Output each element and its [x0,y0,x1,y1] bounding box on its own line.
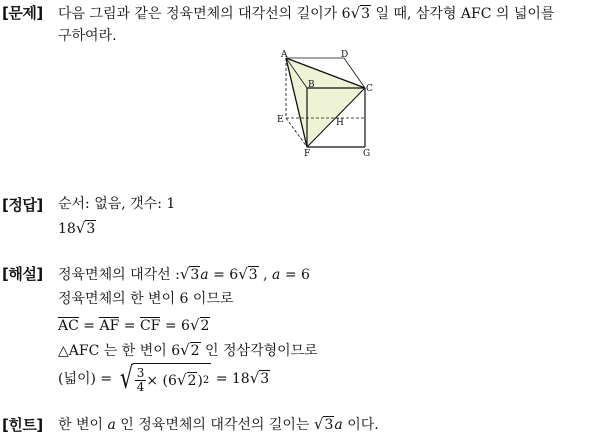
expl-text: (넓이) = [58,371,117,387]
variable-a: a [272,267,281,283]
answer-label: [정답] [2,196,43,214]
segment-ac: AC [58,318,79,334]
radicand: 3 [260,371,270,387]
expl-val: 6 [181,318,190,334]
problem-text: 다음 그림과 같은 정육면체의 대각선의 길이가 [58,6,342,22]
radicand: 2 [190,343,200,359]
answer-value [58,219,96,238]
radicand: 3 [324,417,334,433]
problem-coef: 6 [341,6,351,22]
radicand: 3 [190,267,200,283]
vertex-label-d: D [341,50,349,60]
vertex-label-b: B [308,80,315,90]
sqrt-expression: √3 [313,415,334,433]
answer-meta: 순서: 없음, 갯수: 1 [58,196,176,212]
explanation-line-4 [58,341,318,360]
radicand: 2 [187,373,197,389]
sqrt-expression: √2 [189,316,210,334]
equals: = [160,318,182,334]
expl-text: ) [197,372,203,389]
explanation-line-1 [58,265,310,284]
sqrt-expression: √3 [238,265,258,283]
equals: = [78,318,100,334]
sqrt-expression: √3 [350,4,371,22]
radicand: 3 [361,6,371,22]
vertex-label-g: G [363,149,371,159]
vertex-label-h: H [336,118,344,128]
expl-eq: = 6 [208,267,239,283]
radicand: 2 [200,318,210,334]
explanation-label: [해설] [2,265,43,283]
sqrt-expression: √2 [176,371,197,389]
sqrt-expression: √3 [179,265,200,283]
hint-text: 이다. [342,417,379,433]
sqrt-expression: √3 [75,219,96,237]
vertex-label-c: C [366,84,373,94]
hint-label: [힌트] [2,416,43,434]
equals: = [119,318,140,334]
explanation-line-2: 정육면체의 한 변이 6 이므로 [58,291,234,307]
expl-eq: = 6 [280,267,310,283]
variable-a: a [200,267,209,283]
expl-text: 인 정삼각형이므로 [200,343,318,359]
hint-line [58,415,379,434]
radicand: 3 [248,267,258,283]
expl-text: = 18 [211,371,250,387]
vertex-label-a: A [281,50,288,60]
hint-text: 인 정육면체의 대각선의 길이는 [115,417,314,433]
explanation-line-3 [58,316,210,335]
radicand: 3 [86,221,96,237]
exponent: 2 [202,374,210,386]
fraction-denominator: 4 [136,380,145,394]
expl-sep: , [258,267,273,283]
problem-text-end: 일 때, 삼각형 AFC 의 넓이를 [371,6,555,22]
vertex-label-f: F [304,149,311,159]
expl-text: 정육면체의 대각선 : [58,267,180,283]
segment-af: AF [99,318,120,334]
problem-label: [문제] [2,4,43,22]
fraction-numerator: 3 [136,366,145,380]
sqrt-expression: √3 [249,369,270,387]
vertex-label-e: E [277,115,284,125]
fraction [135,367,147,394]
variable-a: a [334,417,343,433]
hint-text: 한 변이 [58,417,108,433]
explanation-line-5 [58,362,270,396]
segment-cf: CF [139,318,161,334]
sqrt-expression: √2 [180,341,200,359]
problem-line-1 [58,4,554,23]
cube-figure [272,46,382,161]
answer-coef: 18 [58,221,76,237]
area-sqrt: √ $\frac{3}{4}$ × (6 √2 ) 2 [119,361,210,396]
variable-a: a [107,417,116,433]
expl-text: △AFC 는 한 변이 6 [58,343,181,359]
problem-line-2: 구하여라. [58,28,117,44]
expl-text: × (6 [146,372,177,389]
